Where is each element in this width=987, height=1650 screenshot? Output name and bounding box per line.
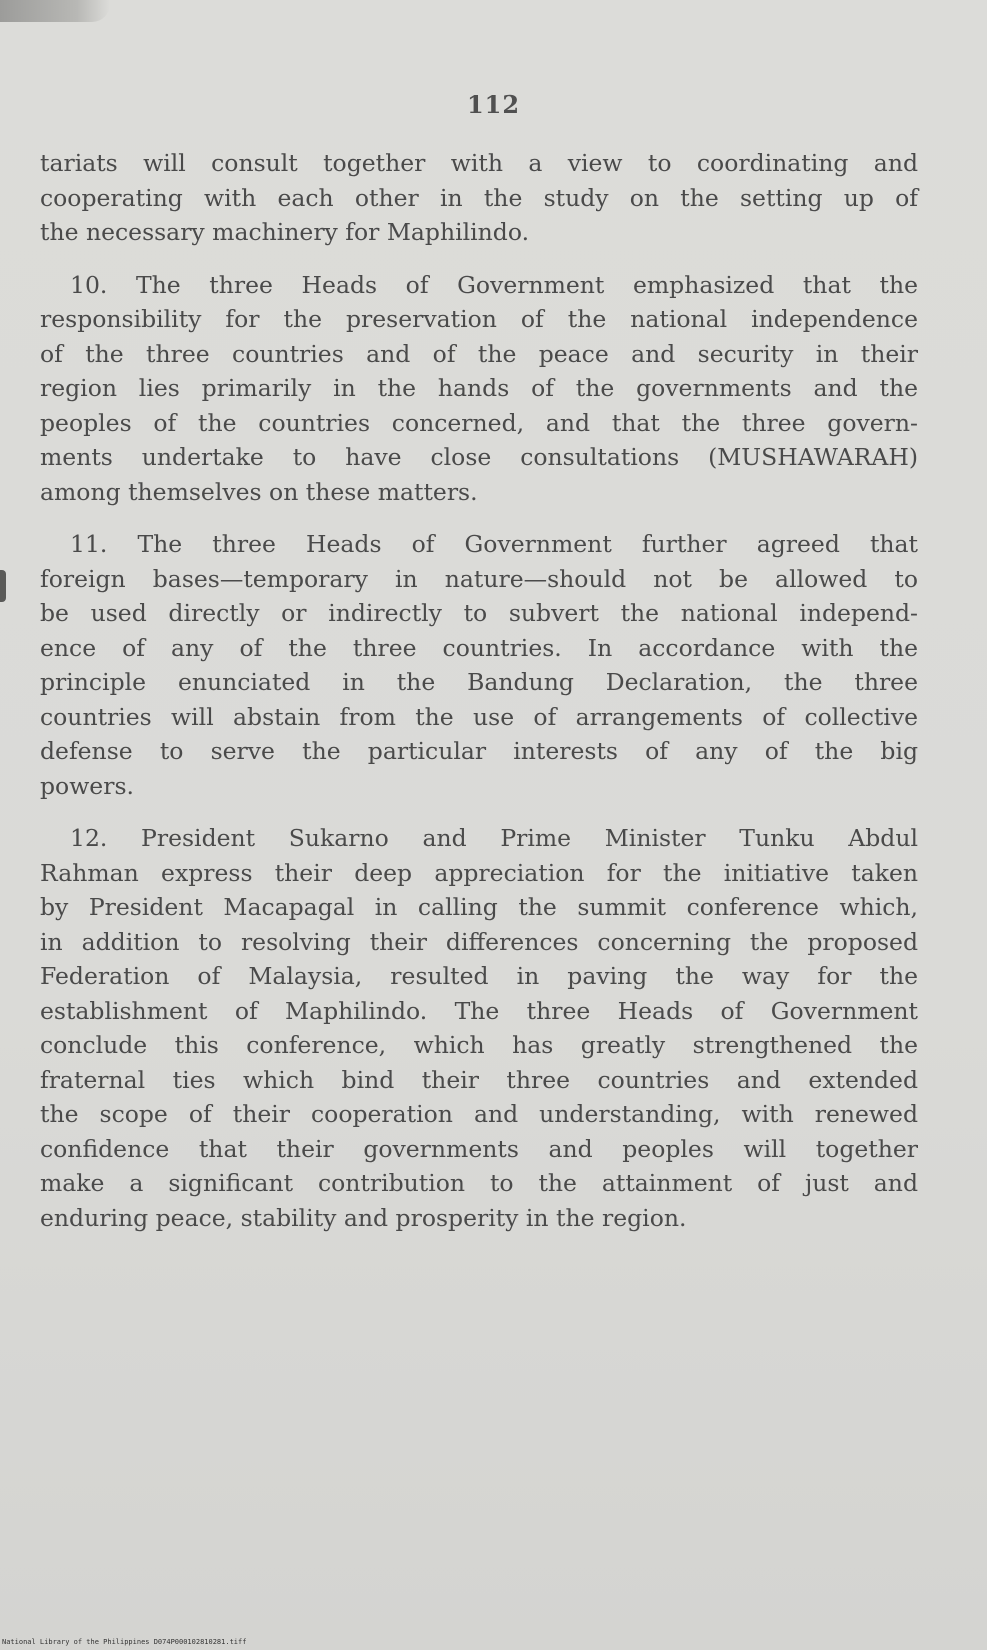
paragraph xyxy=(40,527,918,803)
text-line: tariats will consult together with a view to coordinating and xyxy=(40,149,918,177)
binding-mark xyxy=(0,570,6,602)
text-line: the necessary machinery for Maphilindo. xyxy=(40,218,530,246)
body-text xyxy=(40,146,918,1253)
text-line: powers. xyxy=(40,771,134,800)
text-line: of the three countries and of the peace and security in their xyxy=(40,339,918,368)
text-line: make a significant contribution to the attainment of just and xyxy=(40,1169,918,1197)
text-line: confidence that their governments and peoples will together xyxy=(40,1134,918,1163)
text-line: Federation of Malaysia, resulted in paving the way for the xyxy=(40,962,918,990)
page-number: 112 xyxy=(466,90,521,119)
text-line: conclude this conference, which has greatly strengthened the xyxy=(40,1031,918,1059)
text-line: enduring peace, stability and prosperity in the region. xyxy=(40,1203,687,1232)
text-line: responsibility for the preservation of the national independence xyxy=(40,305,918,333)
text-line: establishment of Maphilindo. The three Heads of Government xyxy=(40,996,918,1025)
text-line: region lies primarily in the hands of the governments and the xyxy=(40,374,918,402)
text-line: Rahman express their deep appreciation for the initiative taken xyxy=(40,858,918,887)
text-line: in addition to resolving their differences concerning the proposed xyxy=(40,927,918,956)
text-line: 10. The three Heads of Government emphasized that the xyxy=(70,270,918,299)
text-line: 11. The three Heads of Government further agreed that xyxy=(70,530,918,558)
text-line: foreign bases—temporary in nature—should not be allowed to xyxy=(40,564,918,593)
text-line: countries will abstain from the use of arrangements of collective xyxy=(40,702,918,731)
text-line: fraternal ties which bind their three countries and extended xyxy=(40,1065,918,1094)
paragraph xyxy=(40,821,918,1235)
text-line: principle enunciated in the Bandung Declaration, the three xyxy=(40,668,918,696)
text-line: be used directly or indirectly to subvert the national independ- xyxy=(40,599,918,627)
text-line: defense to serve the particular interests of any of the big xyxy=(40,737,918,765)
paragraph xyxy=(40,268,918,510)
page-corner-shadow xyxy=(0,0,110,22)
footer-caption: National Library of the Philippines D074P000102810281.tiff xyxy=(2,1638,247,1646)
text-line: peoples of the countries concerned, and that the three govern- xyxy=(40,408,918,437)
text-line: ence of any of the three countries. In accordance with the xyxy=(40,633,918,662)
text-line: among themselves on these matters. xyxy=(40,477,478,506)
text-line: cooperating with each other in the study on the setting up of xyxy=(40,183,918,212)
text-line: the scope of their cooperation and understanding, with renewed xyxy=(40,1100,918,1128)
text-line: ments undertake to have close consultations (MUSHAWARAH) xyxy=(40,443,918,471)
text-line: 12. President Sukarno and Prime Minister Tunku Abdul xyxy=(70,824,918,852)
paragraph xyxy=(40,146,918,250)
text-line: by President Macapagal in calling the summit conference which, xyxy=(40,893,918,921)
